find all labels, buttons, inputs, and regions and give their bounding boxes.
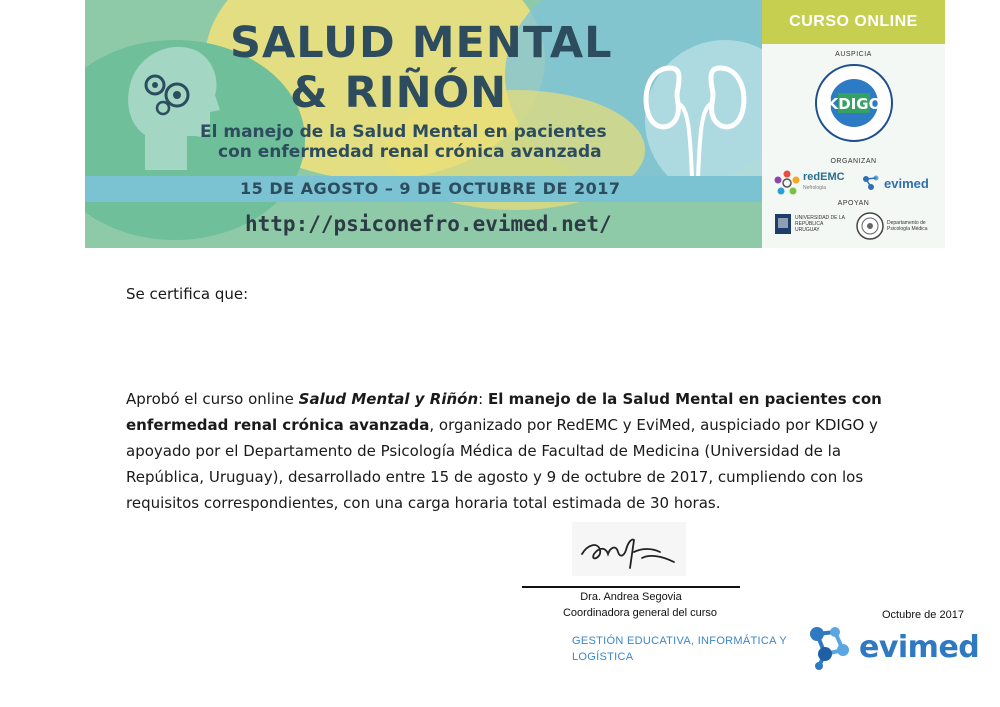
body-colon: : [478,390,488,408]
body-prefix: Aprobó el curso online [126,390,299,408]
udelar-name: UNIVERSIDAD DE LA REPÚBLICA URUGUAY [795,215,845,233]
udelar-shield-icon [774,213,792,235]
banner-subtitle-line1: El manejo de la Salud Mental en pacientes [200,122,607,142]
dpm-name: Departamento de Psicología Médica [887,220,928,232]
evimed-network-icon [862,175,882,191]
redemc-star-icon [774,170,800,196]
evimed-molecule-icon [805,624,855,670]
evimed-sponsor-logo [862,175,929,191]
body-rest: , organizado por RedEMC y EviMed, auspiciado por KDIGO y apoyado por el Departamento de Psicología Médica de Facultad de Medicina (Universidad de la República, Uruguay), desarrollado entre 15 de agosto y 9 de octubre de 2017, cumpliendo con los requisitos correspondientes, con una carga horaria total estimada de 30 horas. [126,416,878,512]
sponsor-label: AUSPICIA [835,51,872,58]
udelar-logo [774,213,845,235]
dpm-seal-icon [856,212,884,240]
evimed-footer-name: evimed [859,629,980,665]
certify-intro: Se certifica que: [126,285,249,303]
evimed-sponsor-name: evimed [884,175,929,191]
banner-dates: 15 DE AGOSTO – 9 DE OCTUBRE DE 2017 [240,179,621,198]
banner-title-line2: & RIÑÓN [290,68,508,118]
supporters-label: APOYAN [837,200,870,207]
banner-subtitle-line2: con enfermedad renal crónica avanzada [218,142,602,162]
signer-role: Coordinadora general del curso [562,607,718,619]
evimed-footer-logo [805,624,979,670]
banner-title-line1: SALUD MENTAL [230,18,613,68]
dpm-logo [856,212,935,240]
course-type-badge: CURSO ONLINE [762,0,945,44]
signer-name: Dra. Andrea Segovia [580,591,682,603]
redemc-name: redEMC [803,171,845,183]
handwritten-signature [570,518,690,580]
redemc-subtitle: Nefrología [803,185,827,191]
kdigo-logo-text: KDIGO [826,95,882,113]
certificate-body [126,386,886,516]
banner-subtitle [200,122,760,162]
signature-line [522,586,740,588]
banner-url: http://psiconefro.evimed.net/ [245,212,612,236]
kdigo-logo [814,63,894,143]
footer-service-text: GESTIÓN EDUCATIVA, INFORMÁTICA Y LOGÍSTICA [572,635,787,663]
course-name: Salud Mental y Riñón [298,390,479,408]
redemc-logo [774,170,845,196]
sponsor-panel [762,0,945,248]
certificate-date: Octubre de 2017 [882,609,964,621]
organizers-label: ORGANIZAN [830,158,877,165]
course-subtitle: El manejo de la Salud Mental en pacientes con enfermedad renal crónica avanzada [126,390,882,434]
course-banner [85,0,762,248]
